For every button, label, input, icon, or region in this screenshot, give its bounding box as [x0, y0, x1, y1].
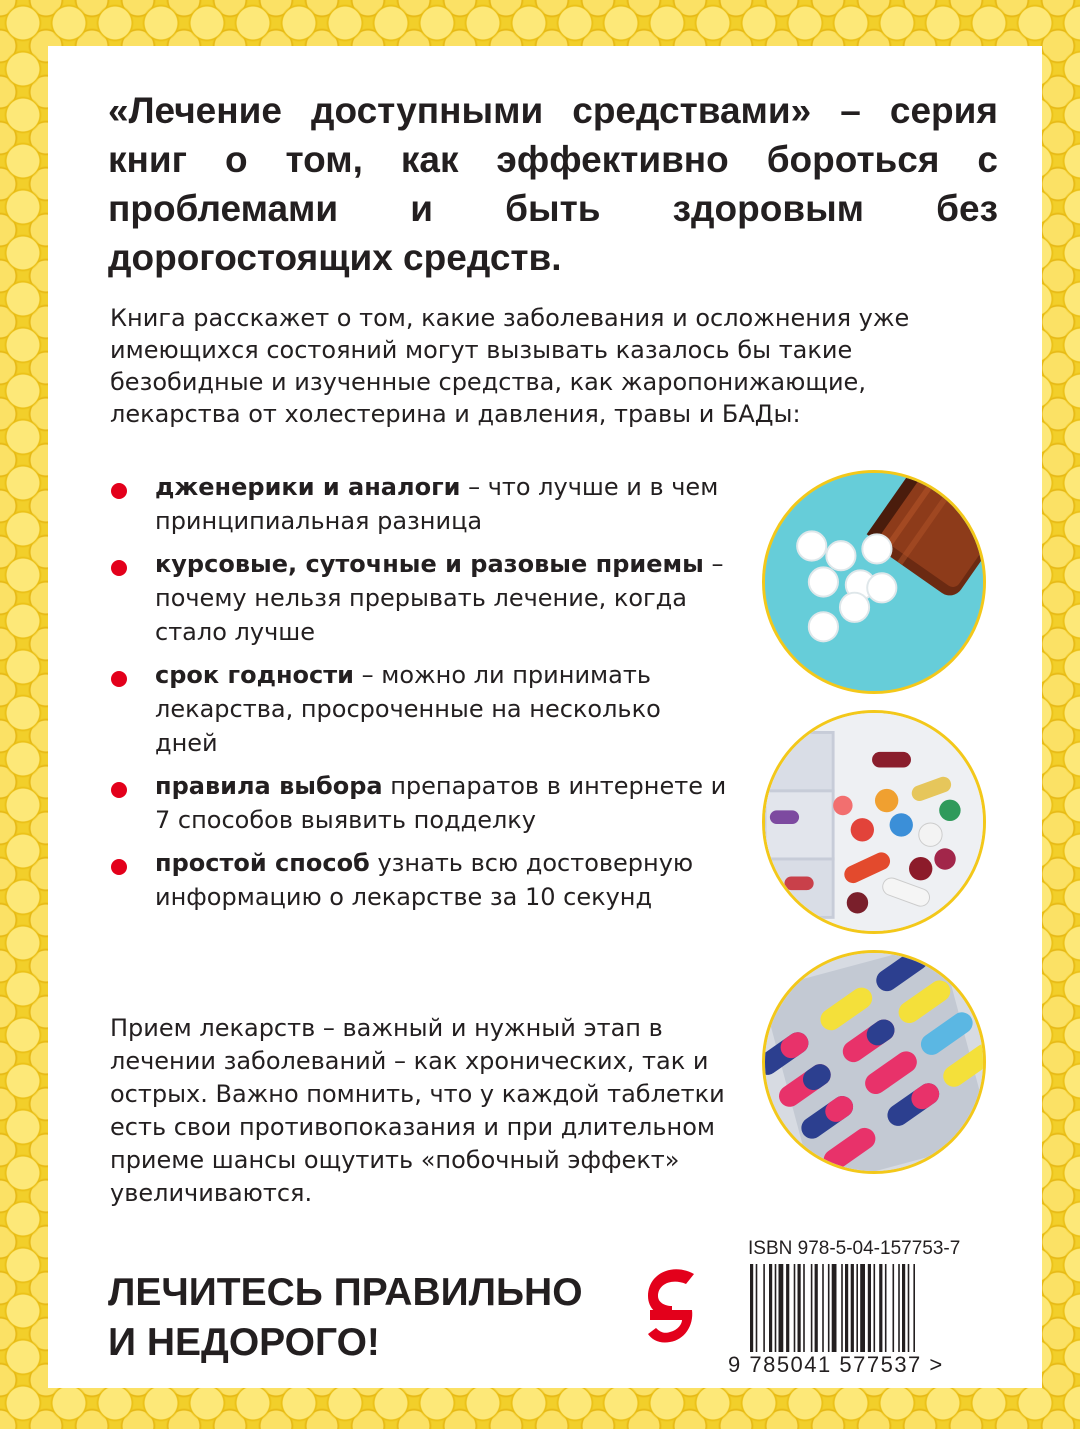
barcode-bar: [868, 1264, 871, 1352]
barcode-bar: [798, 1264, 801, 1352]
barcode-digits: 9 785041 577537 >: [728, 1352, 944, 1377]
barcode-bar: [794, 1264, 796, 1352]
barcode-bar: [902, 1264, 905, 1352]
barcode-bar: [832, 1264, 837, 1352]
bullet-bold: дженерики и аналоги: [155, 473, 461, 501]
slogan-line: И НЕДОРОГО!: [108, 1321, 380, 1364]
capsules-blister-photo: [762, 950, 986, 1174]
barcode-bar: [841, 1264, 843, 1352]
cover-panel: [48, 46, 1042, 1388]
bullet-bold: курсовые, суточные и разовые приемы: [155, 550, 704, 578]
barcode-bar: [803, 1264, 805, 1352]
barcode-bar: [763, 1264, 765, 1352]
barcode-bar: [898, 1264, 900, 1352]
barcode-bar: [913, 1264, 915, 1352]
bullet-bold: срок годности: [155, 661, 354, 689]
pill-organizer-photo: [762, 710, 986, 934]
barcode-bar: [879, 1264, 882, 1352]
list-item: [108, 769, 728, 837]
description-text: Книга расскажет о том, какие заболевания и осложнения уже имеющихся состояний могут вызывать казалось бы такие безобидные и изученные средства, как жаропонижающие, лекарства от холестерина и давления, травы и БАДы:: [110, 304, 910, 428]
barcode-bar: [851, 1264, 854, 1352]
pills-bottle-photo: [762, 470, 986, 694]
barcode-bar: [874, 1264, 876, 1352]
bullet-bold: простой способ: [155, 849, 370, 877]
list-item: [108, 470, 728, 538]
barcode-bar: [908, 1264, 910, 1352]
bullet-bold: правила выбора: [155, 772, 383, 800]
barcode-bar: [779, 1264, 784, 1352]
list-item: [108, 547, 728, 649]
intro-heading: «Лечение доступными средствами» – серия книг о том, как эффективно бороться с проблемами и быть здоровым без дорогостоящих средств.: [108, 90, 998, 278]
barcode-bar: [811, 1264, 813, 1352]
bullet-dot-icon: [111, 859, 127, 875]
bullet-dot-icon: [111, 483, 127, 499]
bullet-text: – можно ли принимать лекарства, просроченные на несколько дней: [155, 661, 661, 757]
closing-text: Прием лекарств – важный и нужный этап в лечении заболеваний – как хронических, так и острых. Важно помнить, что у каждой таблетки есть свои противопоказания и при длительном приеме шансы ощутить «побочный эффект» увеличиваются.: [110, 1014, 725, 1207]
barcode-bar: [860, 1264, 865, 1352]
barcode-bar: [769, 1264, 772, 1352]
barcode-bar: [893, 1264, 895, 1352]
bullet-dot-icon: [111, 671, 127, 687]
barcode-bar: [822, 1264, 824, 1352]
barcode-bar: [845, 1264, 848, 1352]
list-item: [108, 846, 728, 914]
bullet-dot-icon: [111, 560, 127, 576]
barcode-bar: [856, 1264, 858, 1352]
slogan: [108, 1268, 628, 1368]
list-item: [108, 658, 728, 760]
barcode-bar: [750, 1264, 753, 1352]
barcode-bar: [828, 1264, 830, 1352]
bullet-text: узнать всю достоверную информацию о лекарстве за 10 секунд: [155, 849, 694, 911]
publisher-logo-icon: [642, 1264, 700, 1350]
barcode-bar: [756, 1264, 758, 1352]
bullet-text: – что лучше и в чем принципиальная разница: [155, 473, 719, 535]
barcode-bar: [885, 1264, 887, 1352]
barcode-bar: [815, 1264, 818, 1352]
isbn-label: ISBN 978-5-04-157753-7: [748, 1238, 961, 1259]
feature-list: [108, 470, 728, 923]
barcode-bar: [775, 1264, 777, 1352]
barcode: [748, 1264, 978, 1354]
bullet-text: препаратов в интернете и 7 способов выявить подделку: [155, 772, 727, 834]
barcode-bar: [786, 1264, 789, 1352]
bullet-text: – почему нельзя прерывать лечение, когда стало лучше: [155, 550, 724, 646]
bullet-dot-icon: [111, 782, 127, 798]
slogan-line: ЛЕЧИТЕСЬ ПРАВИЛЬНО: [108, 1271, 583, 1314]
